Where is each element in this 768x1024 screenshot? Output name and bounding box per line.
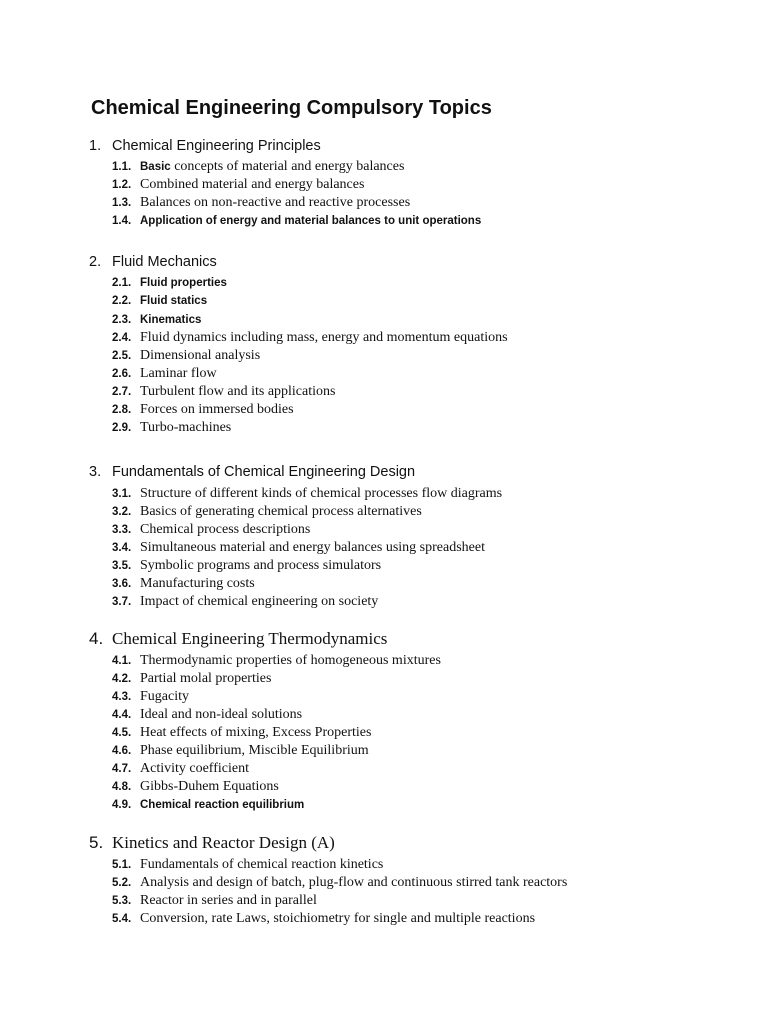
item-number: 4.1.: [112, 655, 132, 667]
section-title: Kinetics and Reactor Design (A): [112, 833, 335, 852]
item-text: Symbolic programs and process simulators: [140, 558, 382, 573]
page-title: Chemical Engineering Compulsory Topics: [91, 97, 492, 119]
section-title: Chemical Engineering Thermodynamics: [112, 629, 388, 648]
item-text: Fluid statics: [140, 295, 208, 307]
item-text: Turbo-machines: [140, 420, 232, 435]
list-item: [112, 795, 304, 813]
item-number: 5.2.: [112, 877, 132, 889]
list-item: [112, 759, 249, 777]
list-item: [112, 651, 441, 669]
item-number: 3.1.: [112, 488, 132, 500]
list-item: [112, 175, 364, 193]
list-item: [112, 891, 317, 909]
item-number: 2.7.: [112, 386, 132, 398]
list-item: [112, 723, 371, 741]
item-number: 4.8.: [112, 781, 132, 793]
item-text: Kinematics: [140, 314, 202, 326]
item-text: Heat effects of mixing, Excess Properties: [140, 725, 372, 740]
item-text: Conversion, rate Laws, stoichiometry for single and multiple reactions: [140, 911, 536, 926]
list-item: [112, 909, 535, 927]
item-text: Phase equilibrium, Miscible Equilibrium: [140, 743, 369, 758]
section-number: 4.: [89, 629, 104, 648]
section-number: 2.: [89, 254, 102, 270]
section-title: Fundamentals of Chemical Engineering Design: [112, 464, 416, 480]
item-number: 4.2.: [112, 673, 132, 685]
item-text: concepts of material and energy balances: [170, 159, 405, 174]
list-item: [112, 157, 404, 175]
item-number: 3.4.: [112, 542, 132, 554]
item-text: Fluid properties: [140, 277, 227, 289]
item-text: Chemical process descriptions: [140, 522, 311, 537]
item-text: Fundamentals of chemical reaction kinetics: [140, 857, 384, 872]
item-text: Balances on non-reactive and reactive processes: [140, 195, 411, 210]
item-number: 3.3.: [112, 524, 132, 536]
item-number: 4.7.: [112, 763, 132, 775]
list-item: [112, 556, 381, 574]
list-item: [112, 669, 271, 687]
section-heading-4: [89, 629, 387, 649]
list-item: [112, 777, 279, 795]
list-item: [112, 855, 383, 873]
item-number: 1.4.: [112, 215, 132, 227]
item-number: 4.5.: [112, 727, 132, 739]
list-item: [112, 741, 369, 759]
item-number: 2.3.: [112, 314, 132, 326]
item-text: Activity coefficient: [140, 761, 249, 776]
item-number: 1.3.: [112, 197, 132, 209]
item-number: 4.9.: [112, 799, 132, 811]
item-text: Manufacturing costs: [140, 576, 255, 591]
item-number: 3.5.: [112, 560, 132, 572]
section-number: 1.: [89, 138, 102, 154]
list-item: [112, 502, 422, 520]
item-number: 1.2.: [112, 179, 132, 191]
item-number: 2.4.: [112, 332, 132, 344]
item-text: Gibbs-Duhem Equations: [140, 779, 279, 794]
section-heading-3: [89, 462, 415, 482]
section-number: 3.: [89, 464, 102, 480]
section-heading-5: [89, 833, 335, 853]
item-number: 5.1.: [112, 859, 132, 871]
item-text: Ideal and non-ideal solutions: [140, 707, 303, 722]
item-text: Impact of chemical engineering on society: [140, 594, 379, 609]
item-text: Structure of different kinds of chemical processes flow diagrams: [140, 486, 503, 501]
list-item: [112, 592, 378, 610]
item-number: 5.3.: [112, 895, 132, 907]
item-text: Turbulent flow and its applications: [140, 384, 336, 399]
list-item: [112, 538, 485, 556]
section-heading-1: [89, 136, 321, 156]
item-text: Dimensional analysis: [140, 348, 261, 363]
list-item: [112, 574, 255, 592]
list-item: [112, 873, 567, 891]
list-item: [112, 291, 207, 309]
list-item: [112, 364, 217, 382]
item-text: Reactor in series and in parallel: [140, 893, 317, 908]
item-number: 2.9.: [112, 422, 132, 434]
section-title: Chemical Engineering Principles: [112, 138, 321, 154]
item-number: 2.8.: [112, 404, 132, 416]
list-item: [112, 484, 502, 502]
item-number: 2.2.: [112, 295, 132, 307]
item-number: 4.3.: [112, 691, 132, 703]
item-text: Fluid dynamics including mass, energy and momentum equations: [140, 330, 508, 345]
list-item: [112, 346, 260, 364]
item-text: Laminar flow: [140, 366, 217, 381]
item-number: 3.2.: [112, 506, 132, 518]
item-text: Partial molal properties: [140, 671, 272, 686]
item-text: Application of energy and material balances to unit operations: [140, 215, 482, 227]
section-heading-2: [89, 252, 217, 272]
list-item: [112, 193, 410, 211]
item-number: 3.6.: [112, 578, 132, 590]
list-item: [112, 273, 227, 291]
item-number: 2.5.: [112, 350, 132, 362]
list-item: [112, 382, 335, 400]
item-number: 2.1.: [112, 277, 132, 289]
list-item: [112, 211, 481, 229]
item-text: Chemical reaction equilibrium: [140, 799, 305, 811]
list-item: [112, 520, 310, 538]
list-item: [112, 687, 189, 705]
item-text: Analysis and design of batch, plug-flow and continuous stirred tank reactors: [140, 875, 568, 890]
item-text: Combined material and energy balances: [140, 177, 365, 192]
list-item: [112, 400, 294, 418]
item-text: Simultaneous material and energy balances using spreadsheet: [140, 540, 485, 555]
list-item: [112, 418, 231, 436]
item-lead: Basic: [140, 161, 171, 173]
item-text: Fugacity: [140, 689, 189, 704]
section-title: Fluid Mechanics: [112, 254, 217, 270]
list-item: [112, 328, 508, 346]
list-item: [112, 705, 302, 723]
item-number: 5.4.: [112, 913, 132, 925]
item-number: 1.1.: [112, 161, 132, 173]
item-number: 4.6.: [112, 745, 132, 757]
item-number: 2.6.: [112, 368, 132, 380]
item-text: Forces on immersed bodies: [140, 402, 294, 417]
item-number: 4.4.: [112, 709, 132, 721]
item-number: 3.7.: [112, 596, 132, 608]
item-text: Basics of generating chemical process alternatives: [140, 504, 422, 519]
list-item: [112, 310, 201, 328]
item-text: Thermodynamic properties of homogeneous mixtures: [140, 653, 441, 668]
section-number: 5.: [89, 833, 104, 852]
